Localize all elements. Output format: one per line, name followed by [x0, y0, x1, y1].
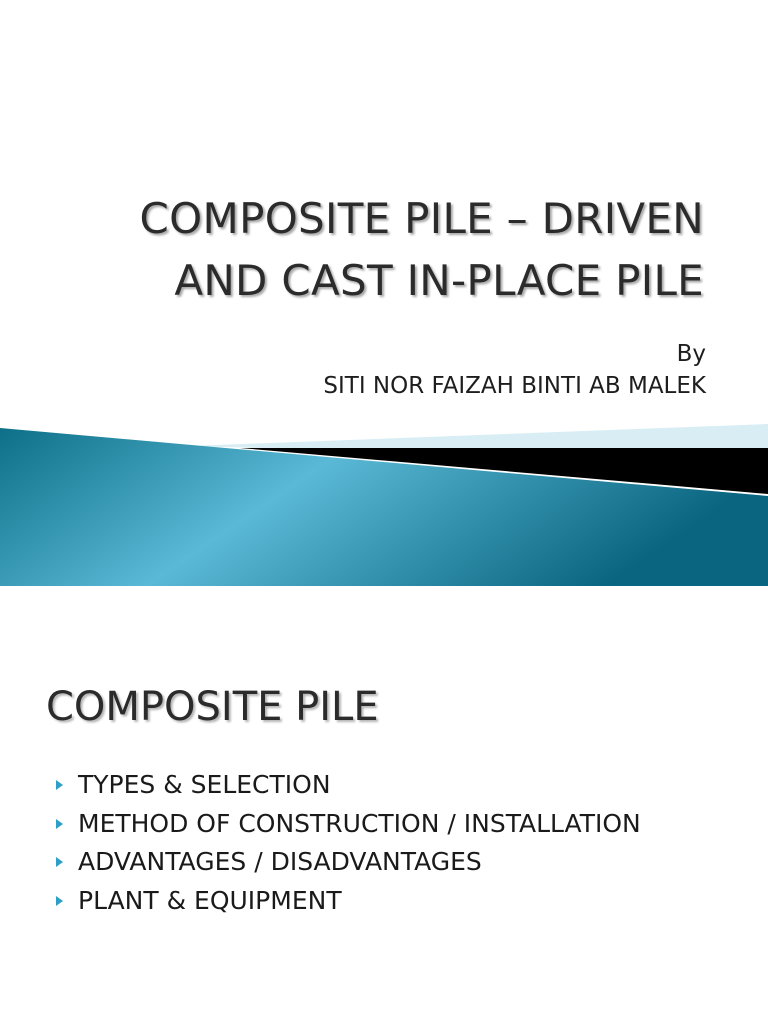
- content-slide: [0, 636, 768, 1024]
- bullet-text: PLANT & EQUIPMENT: [78, 885, 342, 915]
- bullet-item: [56, 882, 641, 921]
- band-pale-wedge: [190, 424, 768, 448]
- slide-title: [64, 188, 704, 312]
- bullet-arrow-icon: [56, 857, 63, 867]
- bullet-item: [56, 805, 641, 844]
- slide-title-line-1: COMPOSITE PILE – DRIVEN: [139, 194, 704, 243]
- slide-heading: COMPOSITE PILE: [46, 684, 379, 730]
- bullet-text: ADVANTAGES / DISADVANTAGES: [78, 847, 482, 876]
- slide-title-line-2: AND CAST IN-PLACE PILE: [174, 256, 704, 305]
- slide-subtitle: [323, 338, 706, 402]
- bullet-item: [56, 843, 641, 882]
- bullet-item: [56, 766, 641, 805]
- subtitle-by: By: [676, 341, 706, 367]
- bullet-arrow-icon: [56, 819, 63, 829]
- bullet-text: TYPES & SELECTION: [78, 770, 331, 799]
- subtitle-author: SITI NOR FAIZAH BINTI AB MALEK: [323, 373, 706, 399]
- bullet-arrow-icon: [56, 780, 63, 790]
- decorative-wave-band: [0, 420, 768, 586]
- bullet-list: [56, 766, 641, 920]
- bullet-arrow-icon: [56, 896, 63, 906]
- bullet-text: METHOD OF CONSTRUCTION / INSTALLATION: [78, 808, 641, 838]
